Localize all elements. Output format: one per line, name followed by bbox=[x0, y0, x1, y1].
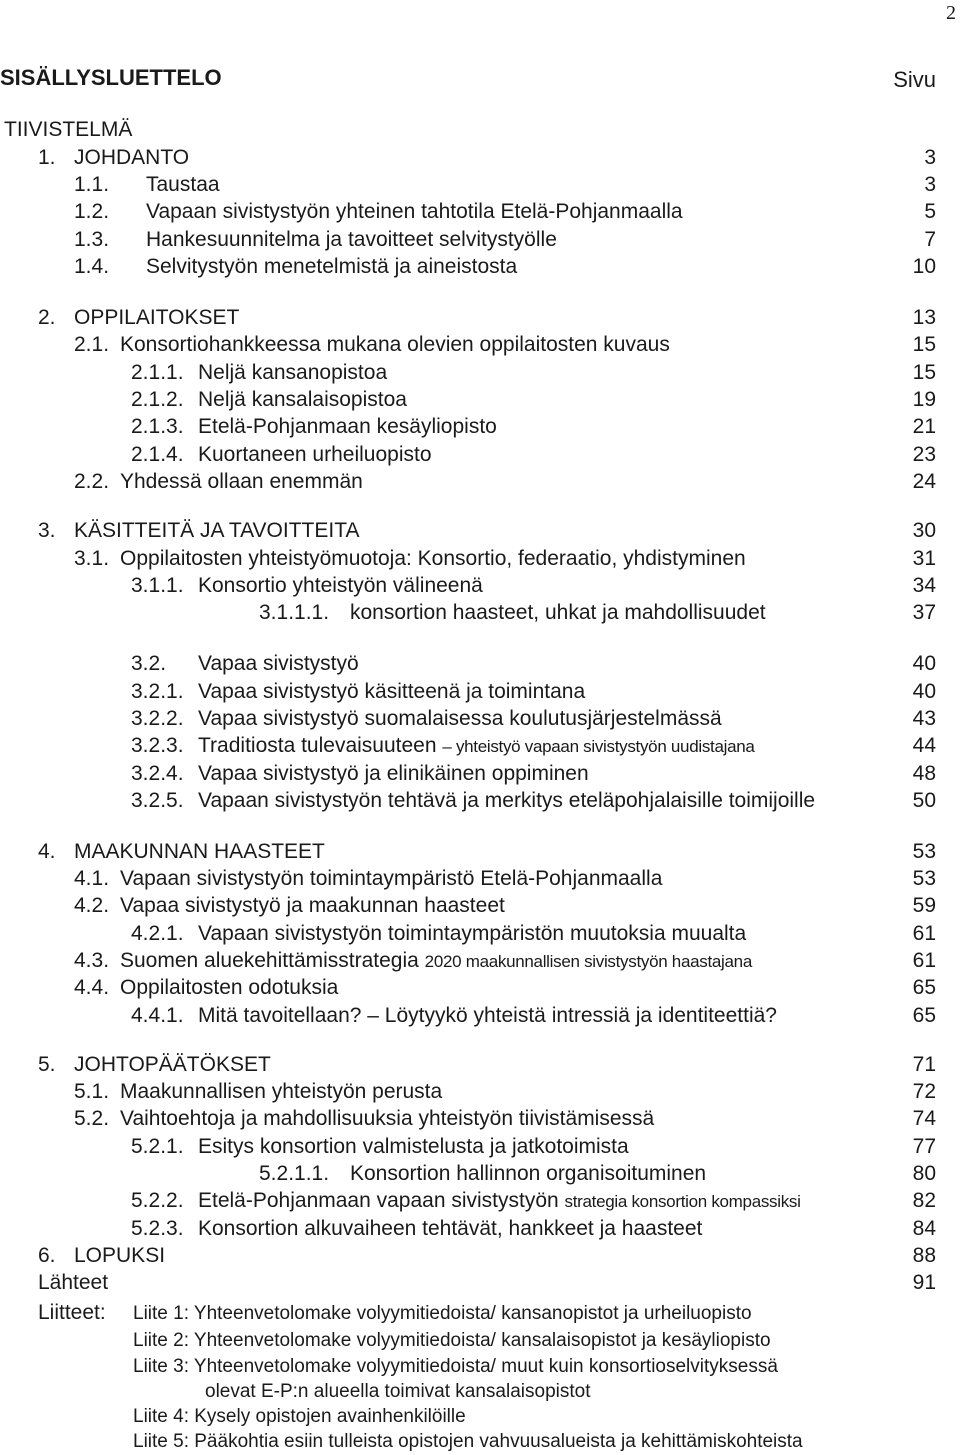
toc-entry-page: 31 bbox=[912, 547, 936, 570]
toc-entry-title bbox=[74, 519, 360, 543]
toc-entry-page: 37 bbox=[912, 601, 936, 624]
toc-entry bbox=[0, 519, 960, 545]
toc-entry-page: 19 bbox=[912, 388, 936, 411]
toc-entry-number: 2.1.4. bbox=[131, 443, 184, 466]
toc-entry-title bbox=[120, 1080, 442, 1104]
toc-entry-page: 7 bbox=[924, 228, 936, 251]
toc-entry bbox=[0, 1053, 960, 1079]
toc-entry bbox=[0, 976, 960, 1002]
toc-entry bbox=[0, 762, 960, 788]
toc-entry-page: 21 bbox=[912, 415, 936, 438]
toc-entry-number: 5.2.2. bbox=[131, 1189, 184, 1212]
toc-entry bbox=[0, 601, 960, 627]
toc-entry-page: 65 bbox=[912, 1004, 936, 1027]
toc-entry-number: 1.4. bbox=[74, 255, 110, 278]
toc-entry-title-text: Lähteet bbox=[38, 1271, 109, 1294]
toc-entry bbox=[0, 680, 960, 706]
toc-entry bbox=[0, 146, 960, 172]
toc-entry-title bbox=[120, 867, 662, 891]
toc-entry-page: 88 bbox=[912, 1244, 936, 1267]
toc-entry-title bbox=[198, 361, 387, 385]
toc-entry bbox=[0, 652, 960, 678]
toc-entry bbox=[0, 574, 960, 600]
toc-entry-title-text: Vapaan sivistystyön toimintaympäristö Etelä-Pohjanmaalla bbox=[120, 867, 663, 890]
toc-entry-page: 10 bbox=[912, 255, 936, 278]
toc-entry-number: 4.3. bbox=[74, 949, 110, 972]
appendices-label: Liitteet: bbox=[38, 1301, 106, 1324]
toc-entry-page: 3 bbox=[924, 173, 936, 196]
toc-entry bbox=[0, 173, 960, 199]
toc-entry bbox=[0, 228, 960, 254]
toc-entry-title-text: Esitys konsortion valmistelusta ja jatkotoimista bbox=[198, 1135, 629, 1158]
toc-entry-number: 3.1.1. bbox=[131, 574, 184, 597]
toc-entry-title-text: Taustaa bbox=[146, 173, 220, 196]
summary-heading: TIIVISTELMÄ bbox=[4, 118, 133, 141]
toc-entry bbox=[0, 1244, 960, 1270]
toc-entry-title-text: Yhdessä ollaan enemmän bbox=[120, 470, 363, 493]
toc-entry-title-text: Vapaan sivistystyön yhteinen tahtotila Etelä-Pohjanmaalla bbox=[146, 200, 683, 223]
toc-entry bbox=[0, 415, 960, 441]
toc-entry-title bbox=[198, 789, 815, 813]
toc-entry-page: 40 bbox=[912, 680, 936, 703]
toc-entry-page: 3 bbox=[924, 146, 936, 169]
toc-entry-page: 15 bbox=[912, 361, 936, 384]
toc-entry-page: 59 bbox=[912, 894, 936, 917]
toc-entry-title bbox=[120, 333, 670, 357]
toc-entry-title-text: Neljä kansanopistoa bbox=[198, 361, 388, 384]
toc-entry-page: 34 bbox=[912, 574, 936, 597]
toc-entry-title-text: JOHDANTO bbox=[74, 146, 190, 169]
toc-entry-title-text: Kuortaneen urheiluopisto bbox=[198, 443, 432, 466]
toc-entry-title-text: konsortion haasteet, uhkat ja mahdollisuudet bbox=[350, 601, 766, 624]
appendix-item: Liite 4: Kysely opistojen avainhenkilöille bbox=[133, 1406, 466, 1427]
toc-entry bbox=[0, 1271, 960, 1297]
toc-entry-number: 2. bbox=[38, 306, 56, 329]
toc-entry-page: 61 bbox=[912, 922, 936, 945]
toc-entry-page: 13 bbox=[912, 306, 936, 329]
toc-entry-page: 53 bbox=[912, 840, 936, 863]
toc-entry-title-text: Vapaa sivistystyö käsitteenä ja toimintana bbox=[198, 680, 586, 703]
toc-entry-title bbox=[146, 200, 683, 224]
toc-entry bbox=[0, 922, 960, 948]
toc-entry bbox=[0, 949, 960, 975]
toc-entry-number: 3.2.1. bbox=[131, 680, 184, 703]
toc-entry bbox=[0, 255, 960, 281]
toc-entry-number: 5.2.1.1. bbox=[259, 1162, 330, 1185]
appendix-item: Liite 5: Pääkohtia esiin tulleista opistojen vahvuusalueista ja kehittämiskohteista bbox=[133, 1431, 803, 1452]
toc-entry-title bbox=[74, 146, 189, 170]
toc-entry-title-cont: strategia konsortion kompassiksi bbox=[564, 1192, 801, 1211]
appendix-item: Liite 3: Yhteenvetolomake volyymitiedoista/ muut kuin konsortioselvityksessä bbox=[133, 1356, 778, 1377]
page-column-header: Sivu bbox=[893, 67, 936, 92]
toc-entry bbox=[0, 1189, 960, 1215]
toc-entry-title-text: LOPUKSI bbox=[74, 1244, 166, 1267]
toc-entry bbox=[0, 388, 960, 414]
toc-entry-title-text: Maakunnallisen yhteistyön perusta bbox=[120, 1080, 443, 1103]
toc-entry-title-text: Hankesuunnitelma ja tavoitteet selvitystyölle bbox=[146, 228, 557, 251]
toc-entry bbox=[0, 1107, 960, 1133]
toc-entry-number: 3.2. bbox=[131, 652, 167, 675]
toc-entry-page: 84 bbox=[912, 1217, 936, 1240]
toc-entry-title bbox=[198, 707, 722, 731]
toc-entry-title-text: Konsortiohankkeessa mukana olevien oppilaitosten kuvaus bbox=[120, 333, 670, 356]
toc-entry-page: 82 bbox=[912, 1189, 936, 1212]
toc-entry-title-text: Konsortion alkuvaiheen tehtävät, hankkeet ja haasteet bbox=[198, 1217, 703, 1240]
page-number: 2 bbox=[946, 2, 956, 24]
toc-entry-title bbox=[146, 228, 557, 252]
toc-entry-title bbox=[120, 1107, 654, 1131]
toc-entry-number: 2.1.1. bbox=[131, 361, 184, 384]
toc-entry-title-cont: – yhteistyö vapaan sivistystyön uudistajana bbox=[442, 737, 755, 756]
toc-entry-number: 4.4.1. bbox=[131, 1004, 184, 1027]
toc-entry-title-text: Traditiosta tulevaisuuteen bbox=[198, 734, 443, 757]
toc-entry-title-text: Mitä tavoitellaan? – Löytyykö yhteistä intressiä ja identiteettiä? bbox=[198, 1004, 777, 1027]
toc-entry-title bbox=[38, 1271, 108, 1295]
toc-entry bbox=[0, 1135, 960, 1161]
toc-entry bbox=[0, 1217, 960, 1243]
toc-entry-title-text: Oppilaitosten yhteistyömuotoja: Konsortio, federaatio, yhdistyminen bbox=[120, 547, 746, 570]
toc-entry-number: 5.2. bbox=[74, 1107, 110, 1130]
appendix-item: olevat E-P:n alueella toimivat kansalaisopistot bbox=[205, 1381, 591, 1402]
toc-entry-number: 3.1. bbox=[74, 547, 110, 570]
toc-entry bbox=[0, 1080, 960, 1106]
toc-entry-title bbox=[120, 894, 505, 918]
toc-entry-title bbox=[198, 388, 407, 412]
toc-entry-number: 3.2.4. bbox=[131, 762, 184, 785]
toc-entry-title-text: Vapaan sivistystyön toimintaympäristön muutoksia muualta bbox=[198, 922, 747, 945]
toc-entry-title bbox=[198, 922, 746, 946]
toc-entry-number: 1.2. bbox=[74, 200, 110, 223]
toc-entry-page: 15 bbox=[912, 333, 936, 356]
toc-entry bbox=[0, 734, 960, 760]
toc-entry-title-text: Vapaan sivistystyön tehtävä ja merkitys eteläpohjalaisille toimijoille bbox=[198, 789, 816, 812]
toc-entry-number: 1.3. bbox=[74, 228, 110, 251]
toc-entry bbox=[0, 306, 960, 332]
toc-entry-title bbox=[350, 1162, 706, 1186]
toc-entry-number: 3.2.2. bbox=[131, 707, 184, 730]
toc-entry-title-text: Vapaa sivistystyö ja elinikäinen oppiminen bbox=[198, 762, 589, 785]
toc-entry bbox=[0, 443, 960, 469]
toc-entry-title bbox=[120, 949, 752, 973]
toc-entry-title-text: Etelä-Pohjanmaan kesäyliopisto bbox=[198, 415, 497, 438]
toc-entry-title-text: Vapaa sivistystyö suomalaisessa koulutusjärjestelmässä bbox=[198, 707, 722, 730]
toc-entry-number: 5.1. bbox=[74, 1080, 110, 1103]
toc-entry-title bbox=[120, 976, 338, 1000]
toc-entry-number: 1.1. bbox=[74, 173, 110, 196]
toc-entry-page: 65 bbox=[912, 976, 936, 999]
toc-entry bbox=[0, 333, 960, 359]
toc-entry bbox=[0, 1162, 960, 1188]
toc-entry-title bbox=[74, 1244, 165, 1268]
toc-entry-number: 3. bbox=[38, 519, 56, 542]
toc-entry-title bbox=[74, 840, 325, 864]
toc-entry-title bbox=[198, 415, 497, 439]
toc-entry bbox=[0, 200, 960, 226]
toc-entry-title-text: KÄSITTEITÄ JA TAVOITTEITA bbox=[74, 519, 360, 542]
toc-entry-title-cont: 2020 maakunnallisen sivistystyön haastajana bbox=[424, 952, 752, 971]
toc-entry-page: 40 bbox=[912, 652, 936, 675]
toc-entry-number: 5. bbox=[38, 1053, 56, 1076]
toc-entry-number: 4. bbox=[38, 840, 56, 863]
toc-entry-title bbox=[198, 1217, 702, 1241]
toc-entry-title-text: Etelä-Pohjanmaan vapaan sivistystyön bbox=[198, 1189, 565, 1212]
toc-entry-page: 80 bbox=[912, 1162, 936, 1185]
toc-entry-title bbox=[146, 173, 220, 197]
toc-entry-title-text: Suomen aluekehittämisstrategia bbox=[120, 949, 425, 972]
toc-entry-title-text: Selvitystyön menetelmistä ja aineistosta bbox=[146, 255, 518, 278]
toc-entry bbox=[0, 789, 960, 815]
toc-entry-title bbox=[74, 1053, 271, 1077]
toc-entry-number: 6. bbox=[38, 1244, 56, 1267]
toc-entry-page: 72 bbox=[912, 1080, 936, 1103]
toc-entry-number: 2.1.3. bbox=[131, 415, 184, 438]
toc-entry-number: 3.1.1.1. bbox=[259, 601, 330, 624]
toc-entry-title-text: MAAKUNNAN HAASTEET bbox=[74, 840, 325, 863]
toc-entry-page: 71 bbox=[912, 1053, 936, 1076]
toc-entry-page: 61 bbox=[912, 949, 936, 972]
toc-entry-number: 1. bbox=[38, 146, 56, 169]
toc-entry bbox=[0, 547, 960, 573]
toc-entry-title-text: Konsortio yhteistyön välineenä bbox=[198, 574, 483, 597]
toc-entry-title bbox=[198, 1135, 629, 1159]
appendix-item: Liite 1: Yhteenvetolomake volyymitiedoista/ kansanopistot ja urheiluopisto bbox=[133, 1303, 752, 1324]
toc-entry-title bbox=[198, 574, 483, 598]
toc-entry-page: 5 bbox=[924, 200, 936, 223]
toc-title: SISÄLLYSLUETTELO bbox=[0, 65, 222, 90]
toc-entry-number: 4.2.1. bbox=[131, 922, 184, 945]
toc-entry-title-text: JOHTOPÄÄTÖKSET bbox=[74, 1053, 271, 1076]
toc-entry-title bbox=[198, 1189, 801, 1213]
toc-entry-title-text: OPPILAITOKSET bbox=[74, 306, 240, 329]
toc-entry bbox=[0, 867, 960, 893]
toc-entry-number: 3.2.5. bbox=[131, 789, 184, 812]
toc-entry-number: 5.2.3. bbox=[131, 1217, 184, 1240]
toc-entry-number: 2.2. bbox=[74, 470, 110, 493]
toc-entry bbox=[0, 470, 960, 496]
toc-entry-page: 43 bbox=[912, 707, 936, 730]
toc-entry-title bbox=[350, 601, 766, 625]
toc-entry bbox=[0, 894, 960, 920]
toc-entry-page: 91 bbox=[912, 1271, 936, 1294]
toc-entry-page: 24 bbox=[912, 470, 936, 493]
toc-entry-title bbox=[198, 652, 359, 676]
toc-entry-number: 5.2.1. bbox=[131, 1135, 184, 1158]
toc-entry-title-text: Oppilaitosten odotuksia bbox=[120, 976, 339, 999]
toc-entry-title bbox=[146, 255, 517, 279]
toc-entry-title-text: Vapaa sivistystyö ja maakunnan haasteet bbox=[120, 894, 505, 917]
toc-entry-page: 23 bbox=[912, 443, 936, 466]
toc-entry-number: 3.2.3. bbox=[131, 734, 184, 757]
toc-entry-page: 77 bbox=[912, 1135, 936, 1158]
toc-entry-number: 4.1. bbox=[74, 867, 110, 890]
toc-entry bbox=[0, 361, 960, 387]
toc-entry-number: 2.1. bbox=[74, 333, 110, 356]
toc-entry-page: 74 bbox=[912, 1107, 936, 1130]
toc-entry-number: 4.4. bbox=[74, 976, 110, 999]
toc-entry bbox=[0, 707, 960, 733]
toc-entry-title bbox=[74, 306, 239, 330]
toc-entry-page: 53 bbox=[912, 867, 936, 890]
toc-entry-page: 30 bbox=[912, 519, 936, 542]
toc-entry-title-text: Vaihtoehtoja ja mahdollisuuksia yhteistyön tiivistämisessä bbox=[120, 1107, 655, 1130]
toc-entry bbox=[0, 1004, 960, 1030]
toc-entry-title bbox=[198, 1004, 777, 1028]
toc-entry-title bbox=[120, 470, 363, 494]
toc-entry-page: 48 bbox=[912, 762, 936, 785]
toc-entry bbox=[0, 840, 960, 866]
toc-entry-title bbox=[120, 547, 746, 571]
toc-entry-title bbox=[198, 762, 589, 786]
toc-entry-title-text: Neljä kansalaisopistoa bbox=[198, 388, 407, 411]
toc-entry-title-text: Konsortion hallinnon organisoituminen bbox=[350, 1162, 707, 1185]
toc-entry-page: 50 bbox=[912, 789, 936, 812]
toc-entry-title bbox=[198, 680, 585, 704]
appendix-item: Liite 2: Yhteenvetolomake volyymitiedoista/ kansalaisopistot ja kesäyliopisto bbox=[133, 1330, 771, 1351]
toc-entry-number: 2.1.2. bbox=[131, 388, 184, 411]
toc-entry-title bbox=[198, 443, 432, 467]
toc-entry-page: 44 bbox=[912, 734, 936, 757]
toc-entry-number: 4.2. bbox=[74, 894, 110, 917]
toc-entry-title bbox=[198, 734, 755, 758]
toc-entry-title-text: Vapaa sivistystyö bbox=[198, 652, 359, 675]
